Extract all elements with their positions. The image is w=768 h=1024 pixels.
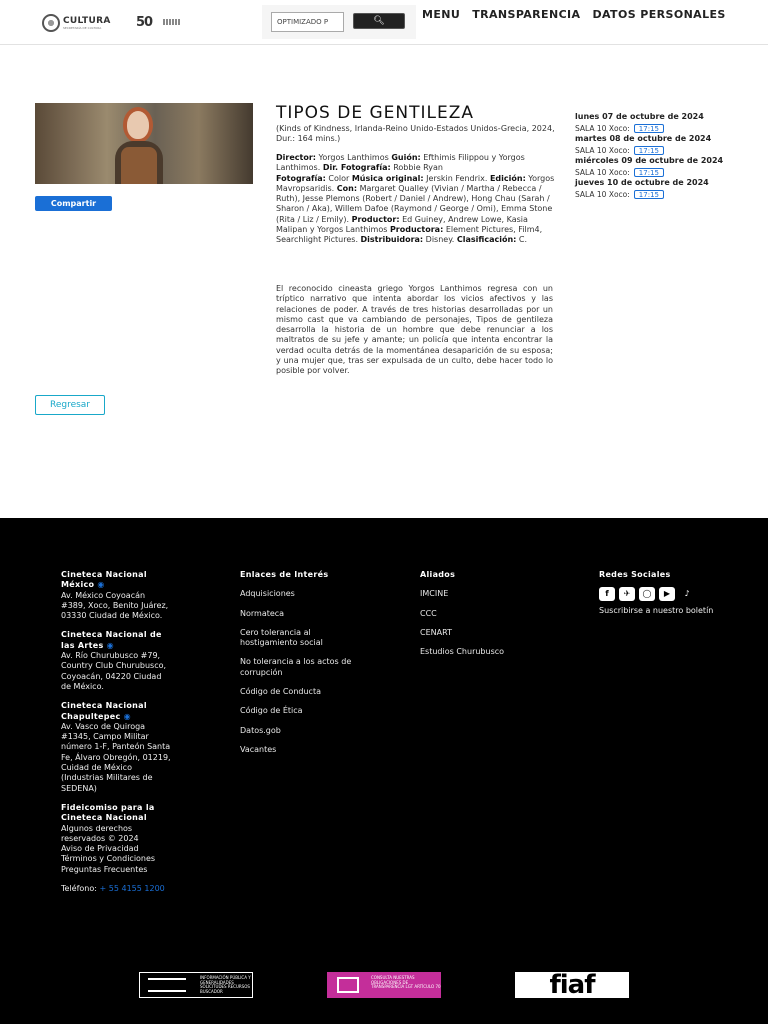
nav-transparencia[interactable]: TRANSPARENCIA [472, 8, 581, 21]
footer-link[interactable]: No tolerancia a los actos de corrupción [240, 657, 352, 677]
credit-value: Yorgos Lanthimos [315, 153, 392, 162]
transparencia-logo-text: INFORMACIÓN PÚBLICA Y GENERALIDADES SOLICITUDES RECURSOS BUSCADOR [200, 975, 251, 994]
anniversary-logo[interactable]: 50 [136, 15, 153, 30]
footer-social [599, 570, 719, 617]
showtime-day: martes 08 de octubre de 2024 [575, 134, 712, 143]
ally-link[interactable]: Estudios Churubusco [420, 647, 505, 657]
logo-subtext: SECRETARÍA DE CULTURA [63, 26, 102, 30]
twitter-icon[interactable]: ✈ [619, 587, 635, 601]
film-synopsis: El reconocido cineasta griego Yorgos Lanthimos regresa con un tríptico narrativo que intenta abordar los vicios afectivos y las relaciones de poder. A través de tres historias desarrolladas por un mismo cast que va cambiando de personajes, Tipos de gentileza desarrolla la historia de un hombre que debe renunciar a los maltratos de su jefe y amante; un policía que intenta encontrar la verdad oculta detrás de la momentánea desaparición de su esposa; y una mujer que, tras ser expulsada de un culto, debe hacer todo lo posible por volver. [276, 284, 553, 376]
showtime-sala: SALA 10 Xoco: [575, 145, 630, 155]
footer-link[interactable]: Vacantes [240, 744, 277, 754]
search-icon: 🔍︎ [373, 16, 385, 26]
credit-label: Con: [336, 183, 358, 193]
search-bar [262, 5, 416, 39]
showtime-sala: SALA 10 Xoco: [575, 123, 630, 133]
footer-locations [61, 570, 171, 894]
social-icons [599, 587, 719, 601]
search-input[interactable] [271, 12, 344, 32]
credit-value: Disney. [423, 235, 457, 245]
facebook-icon[interactable]: f [599, 587, 615, 601]
seal-icon [42, 14, 60, 32]
ally-link[interactable]: IMCINE [420, 589, 449, 599]
credit-label: Guión: [391, 153, 421, 162]
nav-datos-personales[interactable]: DATOS PERSONALES [592, 8, 726, 21]
credit-value: C. [516, 235, 528, 245]
transparencia-logo[interactable] [139, 972, 253, 998]
credit-label: Distribuidora: [360, 235, 424, 245]
footer-link[interactable]: Código de Ética [240, 706, 303, 716]
phone-block [61, 884, 171, 894]
showtime-row [575, 189, 735, 199]
credit-label: Fotografía: [276, 173, 326, 183]
back-button[interactable]: Regresar [35, 395, 105, 415]
instagram-icon[interactable]: ◯ [639, 587, 655, 601]
anniversary-logo-text [163, 19, 181, 25]
location-address: Av. Vasco de Quiroga #1345, Campo Militar número 1-F, Panteón Santa Fe, Álvaro Obregón, 01219, Cuidad de México (Industrias Militares de SEDENA) [61, 721, 171, 793]
credit-label: Dir. Fotografía: [322, 163, 391, 173]
showtime-button[interactable]: 17:15 [634, 124, 664, 133]
credit-value: Ed Guiney, Andrew Lowe, Kasia Malipan y Yorgos Lanthimos [276, 214, 528, 235]
showtime-row [575, 167, 735, 177]
credit-label: Productor: [351, 214, 400, 224]
trust-name: Fideicomiso para la Cineteca Nacional [61, 802, 155, 823]
ally-link[interactable]: CENART [420, 627, 452, 637]
credit-value: Color [325, 173, 352, 183]
footer-allies [420, 570, 540, 657]
showtime-button[interactable]: 17:15 [634, 190, 664, 199]
obligaciones-logo[interactable] [327, 972, 441, 998]
credit-value: Yorgos Mavropsaridis. [276, 173, 555, 193]
location-block [61, 570, 171, 621]
location-pin-icon[interactable]: ◉ [123, 711, 131, 721]
film-credits [276, 153, 556, 246]
showtimes [575, 112, 735, 200]
footer-link[interactable]: Normateca [240, 608, 285, 618]
credit-value: Margaret Qualley (Vivian / Martha / Rebecca / Ruth), Jesse Plemons (Robert / Daniel / Andrew), Hong Chau (Sarah / Sharon / Aka), Willem Dafoe (Raymond / George / Omi), Emma Stone (Rita / Liz / Emily). [276, 183, 553, 224]
footer-link[interactable]: Código de Conducta [240, 687, 321, 697]
footer-link[interactable]: Adquisiciones [240, 589, 295, 599]
location-pin-icon[interactable]: ◉ [106, 640, 114, 650]
credit-label: Productora: [389, 225, 444, 235]
footer-link[interactable]: Datos.gob [240, 725, 281, 735]
location-name[interactable]: Cineteca Nacional México [61, 570, 147, 590]
tiktok-icon[interactable]: ♪ [684, 589, 690, 599]
location-pin-icon[interactable]: ◉ [97, 580, 105, 590]
faq-link[interactable]: Preguntas Frecuentes [61, 864, 148, 874]
location-name[interactable]: Cineteca Nacional de las Artes [61, 630, 162, 650]
cultura-logo[interactable] [42, 14, 111, 32]
copyright: Algunos derechos reservados © 2024 [61, 823, 139, 843]
film-meta: (Kinds of Kindness, Irlanda-Reino Unido-Estados Unidos-Grecia, 2024, Dur.: 164 mins.) [276, 124, 555, 144]
trust-block [61, 803, 171, 875]
main-nav [422, 8, 726, 21]
footer-logos [0, 972, 768, 1000]
credit-label: Música original: [351, 173, 424, 183]
credit-label: Edición: [489, 173, 526, 183]
privacy-link[interactable]: Aviso de Privacidad [61, 844, 139, 854]
credit-value: Robbie Ryan [390, 163, 443, 173]
showtime-row [575, 123, 735, 133]
social-title: Redes Sociales [599, 570, 671, 579]
phone-label: Teléfono: [61, 884, 97, 894]
credit-label: Clasificación: [456, 235, 517, 245]
film-title: TIPOS DE GENTILEZA [276, 103, 474, 123]
film-poster [35, 103, 253, 184]
allies-title: Aliados [420, 570, 456, 579]
footer-link[interactable]: Cero tolerancia al hostigamiento social [240, 627, 323, 648]
location-address: Av. México Coyoacán #389, Xoco, Benito Juárez, 03330 Ciudad de México. [61, 590, 169, 621]
credit-value: Element Pictures, Film4, Searchlight Pictures. [276, 225, 543, 245]
obligaciones-mark-icon [337, 977, 359, 993]
location-name[interactable]: Cineteca Nacional Chapultepec [61, 701, 147, 721]
showtime-day: jueves 10 de octubre de 2024 [575, 178, 709, 187]
showtime-button[interactable]: 17:15 [634, 146, 664, 155]
credit-value: Jerskin Fendrix. [423, 173, 490, 183]
obligaciones-logo-text: CONSULTA NUESTRAS OBLIGACIONES DE TRANSPARENCIA LGT ARTÍCULO 70 [371, 975, 441, 990]
subscribe-link[interactable]: Suscribirse a nuestro boletín [599, 606, 714, 616]
site-footer [0, 518, 768, 1024]
share-button[interactable]: Compartir [35, 196, 112, 211]
terms-link[interactable]: Términos y Condiciones [61, 854, 156, 864]
links-title: Enlaces de Interés [240, 570, 329, 579]
logo-text: CULTURA [63, 16, 111, 26]
showtime-day: miércoles 09 de octubre de 2024 [575, 156, 724, 165]
credit-value: Efthimis Filippou y Yorgos Lanthimos. [276, 153, 525, 173]
youtube-icon[interactable]: ▶ [659, 587, 675, 601]
nav-menu[interactable]: MENU [422, 8, 461, 21]
footer-links [240, 570, 360, 755]
phone-link[interactable]: + 55 4155 1200 [99, 884, 165, 894]
showtime-row [575, 145, 735, 155]
showtime-sala: SALA 10 Xoco: [575, 167, 630, 177]
location-block [61, 701, 171, 794]
search-button[interactable] [353, 13, 405, 29]
fiaf-logo[interactable]: fiaf [515, 972, 629, 998]
showtime-button[interactable]: 17:15 [634, 168, 664, 177]
transparencia-mark-icon [148, 978, 186, 992]
showtime-day: lunes 07 de octubre de 2024 [575, 112, 704, 121]
location-block [61, 630, 171, 692]
showtime-sala: SALA 10 Xoco: [575, 189, 630, 199]
credit-label: Director: [276, 153, 316, 162]
location-address: Av. Río Churubusco #79, Country Club Churubusco, Coyoacán, 04220 Ciudad de México. [61, 651, 167, 691]
site-header [0, 0, 768, 45]
ally-link[interactable]: CCC [420, 608, 437, 618]
